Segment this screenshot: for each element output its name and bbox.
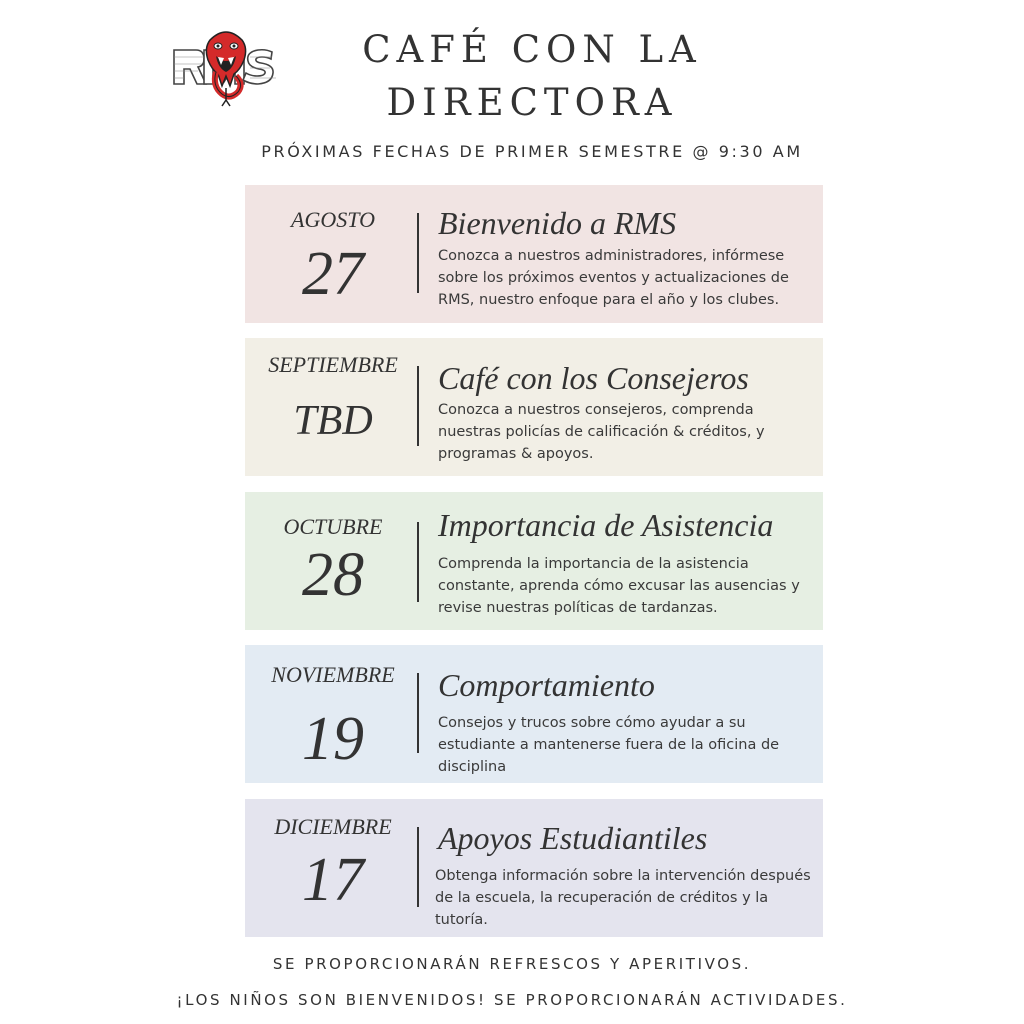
event-month: SEPTIEMBRE bbox=[268, 352, 398, 377]
event-title: Café con los Consejeros bbox=[438, 360, 749, 396]
event-title: Apoyos Estudiantiles bbox=[438, 820, 708, 856]
event-day: 17 bbox=[302, 846, 364, 914]
refreshments-note: SE PROPORCIONARÁN REFRESCOS Y APERITIVOS. bbox=[272, 955, 752, 973]
event-card-august bbox=[245, 185, 823, 323]
event-card-october bbox=[245, 492, 823, 630]
event-divider bbox=[417, 673, 419, 753]
event-divider bbox=[417, 827, 419, 907]
event-card-december bbox=[245, 799, 823, 937]
event-description: Conozca a nuestros administradores, infórmese sobre los próximos eventos y actualizaciones de RMS, nuestro enfoque para el año y los clubes. bbox=[438, 248, 789, 308]
event-day: 19 bbox=[302, 705, 364, 773]
event-divider bbox=[417, 522, 419, 602]
event-day: 28 bbox=[302, 541, 364, 609]
schedule-subtitle: PRÓXIMAS FECHAS DE PRIMER SEMESTRE @ 9:30 AM bbox=[261, 142, 803, 161]
event-month: AGOSTO bbox=[291, 207, 375, 232]
event-day: 27 bbox=[302, 240, 364, 308]
page-title-line1: CAFÉ CON LA bbox=[362, 28, 702, 71]
event-card-november bbox=[245, 645, 823, 783]
event-month: NOVIEMBRE bbox=[271, 662, 395, 687]
event-month: OCTUBRE bbox=[283, 514, 383, 539]
event-divider bbox=[417, 366, 419, 446]
event-description: Obtenga información sobre la intervención después de la escuela, la recuperación de créditos y la tutoría. bbox=[435, 868, 811, 928]
event-description: Consejos y trucos sobre cómo ayudar a su estudiante a mantenerse fuera de la oficina de disciplina bbox=[438, 715, 780, 775]
event-description: Comprenda la importancia de la asistencia constante, aprenda cómo excusar las ausencias y revise nuestras políticas de tardanzas. bbox=[438, 556, 800, 616]
event-divider bbox=[417, 213, 419, 293]
children-welcome-note: ¡LOS NIÑOS SON BIENVENIDOS! SE PROPORCIONARÁN ACTIVIDADES. bbox=[176, 991, 848, 1009]
event-title: Comportamiento bbox=[438, 667, 655, 703]
event-card-september bbox=[245, 338, 823, 476]
event-description: Conozca a nuestros consejeros, comprenda nuestras policías de calificación & créditos, y programas & apoyos. bbox=[438, 402, 765, 462]
page-title-line2: DIRECTORA bbox=[386, 81, 678, 124]
event-day: TBD bbox=[293, 398, 373, 444]
event-month: DICIEMBRE bbox=[274, 814, 392, 839]
event-title: Importancia de Asistencia bbox=[438, 507, 774, 543]
event-title: Bienvenido a RMS bbox=[438, 205, 677, 241]
